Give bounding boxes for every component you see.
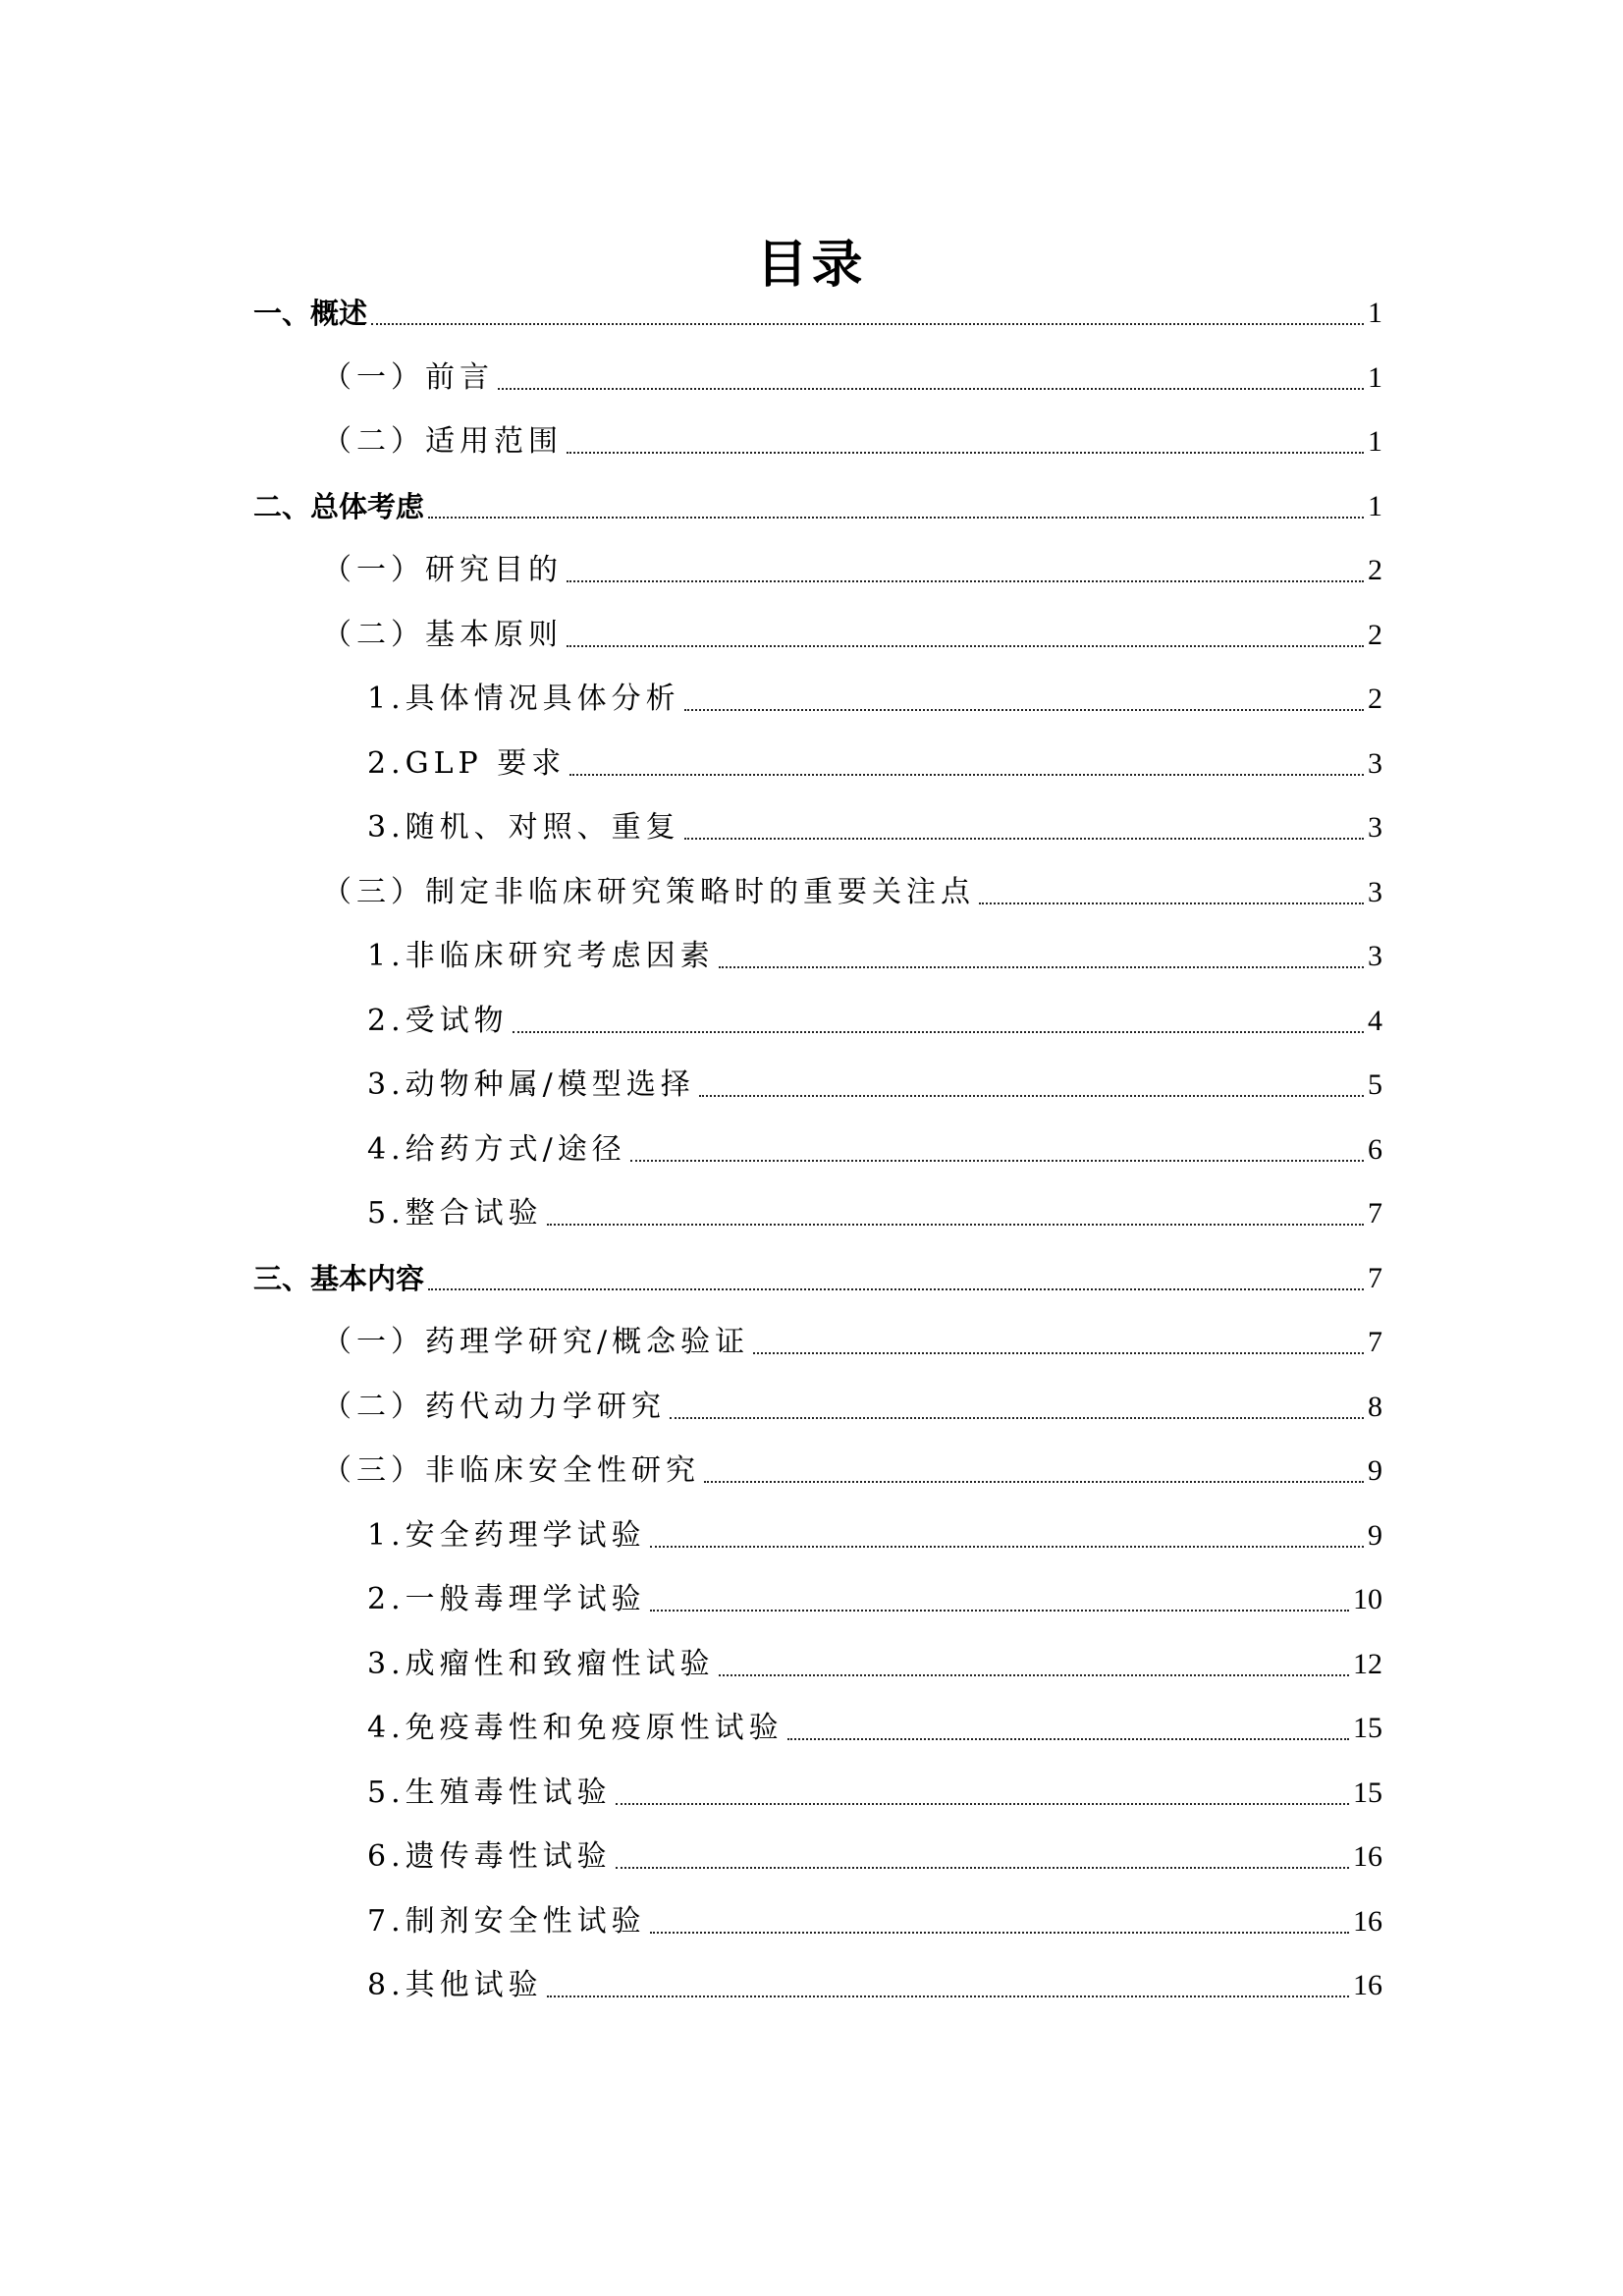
toc-entry-label: 2.GLP 要求 bbox=[367, 745, 567, 781]
toc-entry-label: 二、总体考虑 bbox=[253, 489, 425, 523]
toc-entry[interactable] bbox=[322, 1384, 1382, 1427]
toc-entry-label: 5.整合试验 bbox=[367, 1196, 543, 1230]
toc-entry[interactable] bbox=[367, 740, 1382, 784]
toc-entry-label: 3.动物种属/模型选择 bbox=[367, 1067, 695, 1102]
toc-entry-page-number: 5 bbox=[1368, 1068, 1382, 1101]
toc-entry-label: 4.免疫毒性和免疫原性试验 bbox=[367, 1711, 784, 1745]
toc-entry-page-number: 9 bbox=[1368, 1454, 1382, 1487]
toc-entry-page-number: 3 bbox=[1368, 940, 1382, 972]
toc-entry-page-number: 1 bbox=[1368, 297, 1382, 329]
dot-leader bbox=[567, 579, 1364, 582]
toc-entry-page-number: 8 bbox=[1368, 1390, 1382, 1423]
toc-entry-label: （三）制定非临床研究策略时的重要关注点 bbox=[322, 874, 975, 909]
toc-entry[interactable] bbox=[322, 547, 1382, 590]
toc-entry[interactable] bbox=[367, 1833, 1382, 1877]
toc-entry-label: 1.安全药理学试验 bbox=[367, 1517, 646, 1553]
toc-entry[interactable] bbox=[367, 1576, 1382, 1619]
toc-entry-page-number: 10 bbox=[1353, 1583, 1382, 1615]
toc-entry-page-number: 2 bbox=[1368, 618, 1382, 651]
dot-leader bbox=[719, 965, 1364, 968]
dot-leader bbox=[704, 1480, 1364, 1483]
toc-entry-label: 1.非临床研究考虑因素 bbox=[367, 939, 715, 973]
toc-entry[interactable] bbox=[367, 1641, 1382, 1684]
toc-entry-page-number: 7 bbox=[1368, 1326, 1382, 1358]
dot-leader bbox=[513, 1030, 1364, 1033]
toc-entry[interactable] bbox=[367, 1062, 1382, 1105]
toc-entry-page-number: 2 bbox=[1368, 683, 1382, 715]
dot-leader bbox=[719, 1673, 1349, 1676]
toc-entry[interactable] bbox=[322, 355, 1382, 398]
toc-entry[interactable] bbox=[367, 998, 1382, 1041]
toc-entry-page-number: 16 bbox=[1353, 1904, 1382, 1938]
toc-entry-page-number: 1 bbox=[1368, 360, 1382, 394]
toc-entry-page-number: 7 bbox=[1368, 1197, 1382, 1230]
dot-leader bbox=[428, 516, 1364, 519]
toc-entry[interactable] bbox=[253, 290, 1382, 333]
dot-leader bbox=[567, 644, 1364, 647]
toc-entry-label: 3.成瘤性和致瘤性试验 bbox=[367, 1646, 715, 1681]
toc-entry-page-number: 9 bbox=[1368, 1518, 1382, 1552]
toc-entry-page-number: 3 bbox=[1368, 746, 1382, 780]
toc-entry-label: 8.其他试验 bbox=[367, 1968, 543, 2002]
toc-entry[interactable] bbox=[367, 1962, 1382, 2005]
toc-entry[interactable] bbox=[367, 1512, 1382, 1556]
toc-entry[interactable] bbox=[367, 1126, 1382, 1170]
dot-leader bbox=[670, 1416, 1364, 1419]
dot-leader bbox=[979, 902, 1364, 904]
dot-leader bbox=[650, 1931, 1349, 1934]
toc-entry-label: 5.生殖毒性试验 bbox=[367, 1775, 612, 1810]
toc-entry[interactable] bbox=[367, 1898, 1382, 1941]
dot-leader bbox=[699, 1094, 1364, 1097]
dot-leader bbox=[787, 1737, 1349, 1740]
toc-entry-page-number: 12 bbox=[1353, 1647, 1382, 1680]
toc-entry[interactable] bbox=[322, 1319, 1382, 1362]
toc-entry[interactable] bbox=[253, 1255, 1382, 1298]
dot-leader bbox=[616, 1866, 1349, 1869]
toc-entry-page-number: 16 bbox=[1353, 1840, 1382, 1873]
toc-entry-label: 2.受试物 bbox=[367, 1003, 509, 1038]
toc-entry-label: 三、基本内容 bbox=[253, 1261, 425, 1295]
toc-entry-page-number: 3 bbox=[1368, 811, 1382, 844]
toc-entry-label: 1.具体情况具体分析 bbox=[367, 682, 680, 716]
dot-leader bbox=[650, 1609, 1349, 1612]
dot-leader bbox=[371, 322, 1364, 325]
toc-entry-label: 4.给药方式/途径 bbox=[367, 1131, 626, 1167]
toc-entry[interactable] bbox=[322, 869, 1382, 912]
toc-entry-page-number: 6 bbox=[1368, 1132, 1382, 1166]
toc-entry-page-number: 7 bbox=[1368, 1261, 1382, 1294]
toc-entry[interactable] bbox=[367, 804, 1382, 847]
toc-entry-label: 一、概述 bbox=[253, 297, 368, 330]
toc-entry-label: 6.遗传毒性试验 bbox=[367, 1839, 612, 1874]
toc-entry-label: （一）研究目的 bbox=[322, 553, 563, 587]
toc-entry[interactable] bbox=[367, 1190, 1382, 1233]
toc-entry[interactable] bbox=[367, 676, 1382, 719]
dot-leader bbox=[498, 387, 1364, 390]
toc-entry-page-number: 1 bbox=[1368, 425, 1382, 458]
page-title: 目录 bbox=[756, 235, 867, 295]
toc-entry-page-number: 1 bbox=[1368, 489, 1382, 522]
toc-entry[interactable] bbox=[253, 483, 1382, 526]
dot-leader bbox=[616, 1802, 1349, 1805]
dot-leader bbox=[547, 1223, 1364, 1226]
toc-entry[interactable] bbox=[367, 1770, 1382, 1813]
toc-entry-page-number: 15 bbox=[1353, 1776, 1382, 1809]
dot-leader bbox=[547, 1995, 1349, 1997]
toc-entry-label: （三）非临床安全性研究 bbox=[322, 1453, 700, 1488]
toc-entry-page-number: 2 bbox=[1368, 554, 1382, 586]
toc-entry-label: （二）适用范围 bbox=[322, 424, 563, 459]
toc-entry-label: （一）前言 bbox=[322, 359, 494, 395]
toc-entry-page-number: 4 bbox=[1368, 1004, 1382, 1037]
toc-entry[interactable] bbox=[322, 1448, 1382, 1491]
toc-entry-label: 3.随机、对照、重复 bbox=[367, 810, 680, 845]
toc-entry[interactable] bbox=[322, 612, 1382, 655]
dot-leader bbox=[684, 837, 1364, 840]
toc-entry-label: （二）药代动力学研究 bbox=[322, 1389, 666, 1424]
toc-entry[interactable] bbox=[367, 1705, 1382, 1748]
dot-leader bbox=[428, 1287, 1364, 1290]
toc-entry-page-number: 15 bbox=[1353, 1712, 1382, 1744]
dot-leader bbox=[630, 1159, 1364, 1162]
dot-leader bbox=[650, 1545, 1364, 1548]
toc-entry-label: （一）药理学研究/概念验证 bbox=[322, 1325, 750, 1359]
toc-entry[interactable] bbox=[322, 418, 1382, 462]
dot-leader bbox=[567, 451, 1364, 454]
toc-entry-label: 2.一般毒理学试验 bbox=[367, 1582, 646, 1616]
toc-entry-page-number: 3 bbox=[1368, 875, 1382, 908]
dot-leader bbox=[753, 1351, 1364, 1354]
toc-entry-page-number: 16 bbox=[1353, 1969, 1382, 2001]
dot-leader bbox=[569, 773, 1364, 776]
toc-entry[interactable] bbox=[367, 933, 1382, 976]
toc-entry-label: （二）基本原则 bbox=[322, 617, 563, 652]
dot-leader bbox=[684, 708, 1364, 711]
toc-entry-label: 7.制剂安全性试验 bbox=[367, 1903, 646, 1939]
